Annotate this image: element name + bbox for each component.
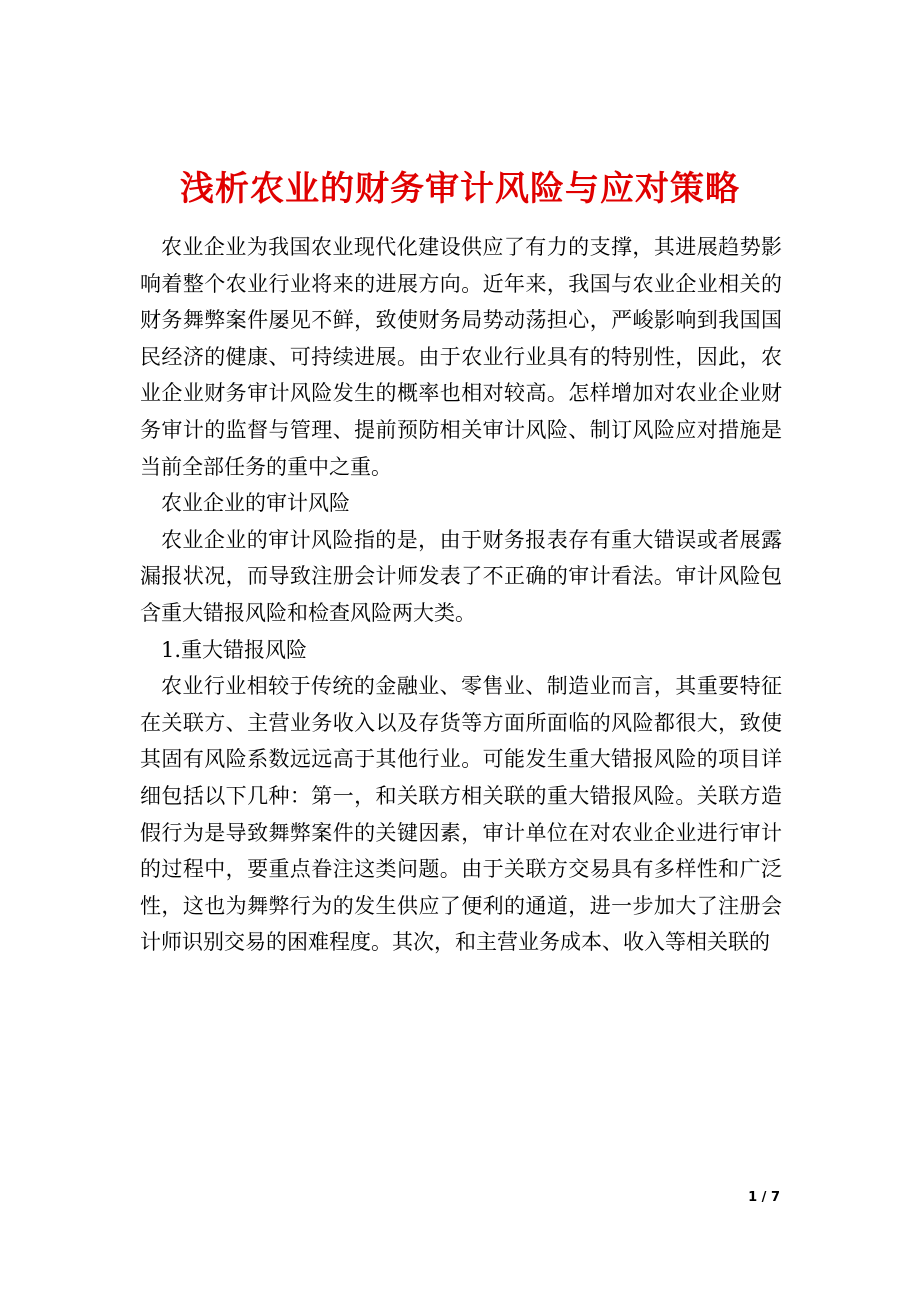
- subsection-heading-material-misstatement: 1.重大错报风险: [161, 637, 308, 662]
- paragraph-intro: 农业企业为我国农业现代化建设供应了有力的支撑，其进展趋势影响着整个农业行业将来的进展方向。近年来，我国与农业企业相关的财务舞弊案件屡见不鲜，致使财务局势动荡担心，严峻影响到我国国民经济的健康、可持续进展。由于农业行业具有的特别性，因此，农业企业财务审计风险发生的概率也相对较高。怎样增加对农业企业财务审计的监督与管理、提前预防相关审计风险、制订风险应对措施是当前全部任务的重中之重。: [140, 235, 782, 479]
- section-heading-audit-risk: 农业企业的审计风险: [161, 491, 350, 516]
- page-number: 1 / 7: [748, 1190, 780, 1205]
- paragraph-audit-risk-definition: 农业企业的审计风险指的是，由于财务报表存有重大错误或者展露漏报状况，而导致注册会计师发表了不正确的审计看法。审计风险包含重大错报风险和检查风险两大类。: [140, 527, 782, 625]
- document-body: [140, 229, 782, 961]
- document-title: 浅析农业的财务审计风险与应对策略: [180, 168, 740, 209]
- paragraph-material-misstatement: 农业行业相较于传统的金融业、零售业、制造业而言，其重要特征在关联方、主营业务收入以及存货等方面所面临的风险都很大，致使其固有风险系数远远高于其他行业。可能发生重大错报风险的项目详细包括以下几种：第一，和关联方相关联的重大错报风险。关联方造假行为是导致舞弊案件的关键因素，审计单位在对农业企业进行审计的过程中，要重点眷注这类问题。由于关联方交易具有多样性和广泛性，这也为舞弊行为的发生供应了便利的通道，进一步加大了注册会计师识别交易的困难程度。其次，和主营业务成本、收入等相关联的: [140, 674, 782, 955]
